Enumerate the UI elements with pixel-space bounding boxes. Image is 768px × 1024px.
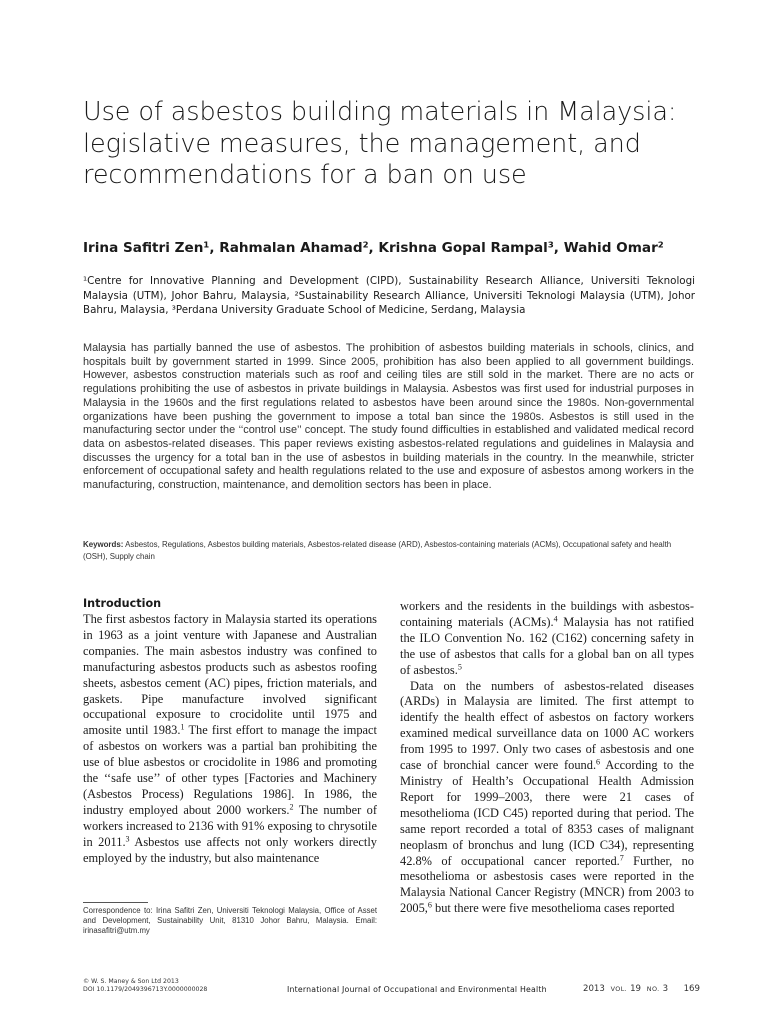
reference-marker: 1 (180, 722, 185, 732)
section-heading-introduction: Introduction (83, 597, 162, 610)
affiliations: ¹Centre for Innovative Planning and Development (CIPD), Sustainability Research Alliance, Universiti Teknologi Malaysia (UTM), Johor Bahru, Malaysia, ²Sustainability Research Alliance, Universiti Teknologi Malaysia (UTM), Johor Bahru, Malaysia, ³Perdana University Graduate School of Medicine, Serdang, Malaysia (83, 275, 695, 317)
footer-year: 2013 (583, 984, 605, 994)
abstract: Malaysia has partially banned the use of asbestos. The prohibition of asbestos building materials in schools, clinics, and hospitals built by government started in 1999. Since 2005, prohibition has also been applied to all government buildings. However, asbestos construction materials such as roof and ceiling tiles are still sold in the market. There are no acts or regulations prohibiting the use of asbestos in private buildings in Malaysia. Asbestos was first used for industrial purposes in Malaysia in the 1960s and the first regulations related to asbestos have been around since the 1980s. Non-governmental organizations have been pushing the government to impose a total ban since the 1980s. Asbestos is still used in the manufacturing sector under the ‘‘control use’’ concept. The study found difficulties in established and validated medical record data on asbestos-related diseases. This paper reviews existing asbestos-related regulations and guidelines in Malaysia and discusses the urgency for a total ban in the use of asbestos in building materials in the country. In the meanwhile, stricter enforcement of occupational safety and health regulations related to the use and exposure of asbestos among workers in the manufacturing, construction, maintenance, and demolition sectors has been in place. (83, 342, 694, 492)
reference-marker: 4 (553, 614, 558, 624)
footnote-divider (83, 902, 148, 903)
footer-journal-name: International Journal of Occupational and Environmental Health (287, 985, 547, 994)
footer-vol-label: VOL. (610, 985, 628, 993)
reference-marker: 2 (289, 802, 294, 812)
introduction-paragraph-2: Data on the numbers of asbestos-related diseases (ARDs) in Malaysia are limited. The first attempt to identify the health effect of asbestos on factory workers examined medical surveillance data on 1000 AC workers from 1995 to 1997. Only two cases of asbestosis and one case of bronchial cancer were found.$^6$ According to the Ministry of Health’s Occupational Health Admission Report for 1999–2003, there were 21 cases of mesothelioma (ICD C45) reported during that period. The same report recorded a total of 8353 cases of malignant neoplasm of bronchus and lung (ICD C34), representing 42.8% of occupational cancer reported.$^7$ Further, no mesothelioma or asbestosis cases were reported in the Malaysia National Cancer Registry (MNCR) from 2003 to 2005,$^6$ but there were five mesothelioma cases reported (400, 678, 695, 916)
doi-line: DOI 10.1179/2049396713Y.0000000028 (83, 986, 208, 994)
author-list: Irina Safitri Zen¹, Rahmalan Ahamad², Krishna Gopal Rampal³, Wahid Omar² (83, 240, 664, 256)
copyright-line: © W. S. Maney & Son Ltd 2013 (83, 978, 179, 985)
reference-marker: 6 (596, 757, 601, 767)
footer-volume: 19 (630, 984, 642, 994)
footer-issue-number: 3 (662, 984, 669, 994)
article-title: Use of asbestos building materials in Malaysia: legislative measures, the management, and recommendations for a ban on use (83, 97, 677, 190)
introduction-paragraph-1: The first asbestos factory in Malaysia started its operations in 1963 as a joint venture with Japanese and Australian companies. The main asbestos industry was confined to manufacturing asbestos products such as asbestos roofing sheets, asbestos cement (AC) pipes, friction materials, and gaskets. Pipe manufacture involved significant occupational exposure to crocidolite until 1975 and amosite until 1983.$^1$ The first effort to manage the impact of asbestos on workers was a partial ban prohibiting the use of blue asbestos or crocidolite in 1986 and promoting the ‘‘safe use’’ of other types [Factories and Machinery (Asbestos Process) Regulations 1986]. In 1986, the industry employed about 2000 workers.$^2$ The number of workers increased to 2136 with 91% exposing to chrysotile in 2011.$^3$ Asbestos use affects not only workers directly employed by the industry, but also maintenance (83, 612, 377, 865)
introduction-paragraph-1-continued: workers and the residents in the buildings with asbestos-containing materials (ACMs).$^4$ Malaysia has not ratified the ILO Convention No. 162 (C162) concerning safety in the use of asbestos that calls for a global ban on all types of asbestos.$^5$ (400, 599, 694, 677)
reference-marker: 6 (427, 900, 432, 910)
correspondence-note: Correspondence to: Irina Safitri Zen, Universiti Teknologi Malaysia, Office of Asset and Development, Sustainability Unit, 81310 Johor Bahru, Malaysia. Email: irinasafitri@utm.my (83, 906, 377, 935)
keywords (83, 539, 694, 562)
footer-no-label: NO. (646, 985, 660, 993)
reference-marker: 5 (457, 662, 462, 672)
footer-issue-info (583, 984, 671, 994)
page-number: 169 (683, 984, 700, 994)
body-column-left (83, 597, 377, 867)
reference-marker: 3 (125, 834, 130, 844)
body-column-right (400, 599, 694, 917)
keywords-label: Keywords: (83, 540, 124, 549)
reference-marker: 7 (619, 853, 624, 863)
keywords-list: Asbestos, Regulations, Asbestos building materials, Asbestos-related disease (ARD), Asbestos-containing materials (ACMs), Occupational safety and health (OSH), Supply chain (83, 540, 672, 561)
footer-copyright-block (83, 978, 283, 994)
